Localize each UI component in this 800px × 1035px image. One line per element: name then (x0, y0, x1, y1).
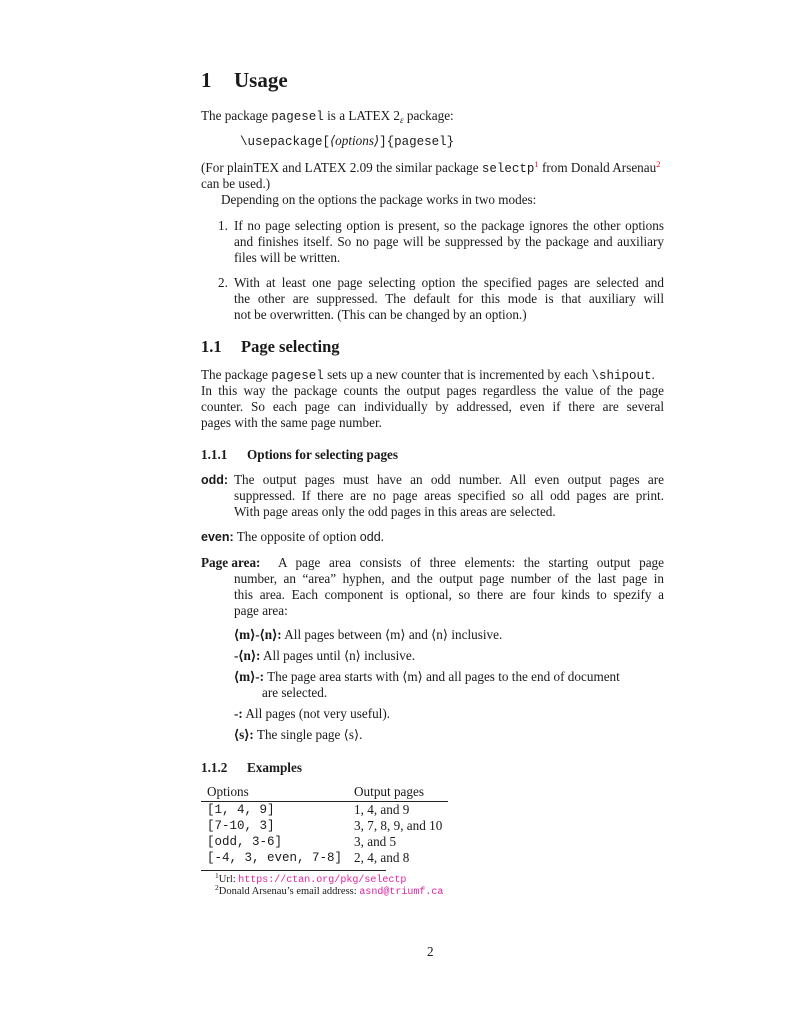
option-term: even: (201, 530, 234, 544)
table-row (201, 834, 448, 850)
table-header-row (201, 784, 448, 802)
list-number: 2. (218, 275, 228, 290)
footnote-ref-1[interactable]: 1 (534, 159, 539, 169)
kind-item-continuation: are selected. (262, 685, 328, 700)
footnote-link[interactable]: https://ctan.org/pkg/selectp (238, 875, 407, 886)
table-cell: [odd, 3-6] (207, 835, 283, 849)
option-even: even: The opposite of option odd. (201, 529, 384, 544)
subsection-heading: 1.1 Page selecting (201, 337, 340, 356)
plaintex-paragraph-line2: can be used.) (201, 176, 271, 191)
intro-paragraph: The package pagesel is a LATEX $2_\varepsilon$ package: (201, 108, 454, 125)
table-header: Output pages (348, 784, 448, 802)
usepackage-code: \usepackage[⟨options⟩]{pagesel} (240, 133, 455, 149)
table-cell: 1, 4, and 9 (354, 802, 410, 817)
kind-item: ⟨m⟩-: The page area starts with ⟨m⟩ and all pages to the end of document (234, 669, 620, 684)
list-item-line: With at least one page selecting option the specified pages are selected and (234, 275, 664, 290)
package-name: pagesel (271, 110, 324, 124)
section-heading: 1 Usage (201, 68, 288, 92)
table-header: Options (201, 784, 348, 802)
kind-item: ⟨m⟩-⟨n⟩: All pages between ⟨m⟩ and ⟨n⟩ inclusive. (234, 627, 503, 642)
table-row (201, 818, 448, 834)
subsubsection-heading-options: 1.1.1 Options for selecting pages (201, 447, 399, 462)
footnote-2: $^2$Donald Arsenau’s email address: asnd@triumf.ca (215, 883, 444, 898)
plaintex-paragraph: (For plainTEX and LATEX 2.09 the similar package selectp$^1$ from Donald Arsenau$^2$ (201, 159, 661, 176)
table-cell: [7-10, 3] (207, 819, 275, 833)
table-cell: 2, 4, and 8 (354, 850, 410, 865)
table-cell: [1, 4, 9] (207, 803, 275, 817)
kind-item: -⟨n⟩: All pages until ⟨n⟩ inclusive. (234, 648, 416, 663)
page-number: 2 (427, 944, 434, 959)
option-term: odd: (201, 473, 229, 487)
table-cell: 3, and 5 (354, 834, 397, 849)
list-item-line: not be overwritten. (This can be changed by an option.) (234, 307, 527, 322)
list-item-line: the other are suppressed. The default for this mode is that auxiliary will (234, 291, 664, 306)
kind-item: -: All pages (not very useful). (234, 706, 391, 721)
list-item-line: files will be written. (234, 250, 341, 265)
table-row (201, 850, 448, 866)
list-item-line: If no page selecting option is present, so the package ignores the other options (234, 218, 664, 233)
footnote-1: $^1$Url: https://ctan.org/pkg/selectp (215, 871, 407, 886)
modes-intro: Depending on the options the package works in two modes: (221, 192, 537, 207)
subsubsection-heading-examples: 1.1.2 Examples (201, 760, 302, 775)
table-cell: [-4, 3, even, 7-8] (207, 851, 343, 865)
list-number: 1. (218, 218, 228, 233)
footnote-rule (201, 870, 386, 871)
examples-table (201, 784, 448, 866)
table-row (201, 802, 448, 819)
list-item-line: and finishes itself. So no page will be suppressed by the package and auxiliary (234, 234, 664, 249)
latex-logo: LATEX 2 (348, 108, 401, 123)
footnote-email-link[interactable]: asnd@triumf.ca (359, 887, 444, 898)
footnote-ref-2[interactable]: 2 (656, 159, 661, 169)
table-cell: 3, 7, 8, 9, and 10 (354, 818, 443, 833)
kind-item: ⟨s⟩: The single page ⟨s⟩. (234, 727, 363, 742)
option-term: Page area: (201, 555, 261, 570)
